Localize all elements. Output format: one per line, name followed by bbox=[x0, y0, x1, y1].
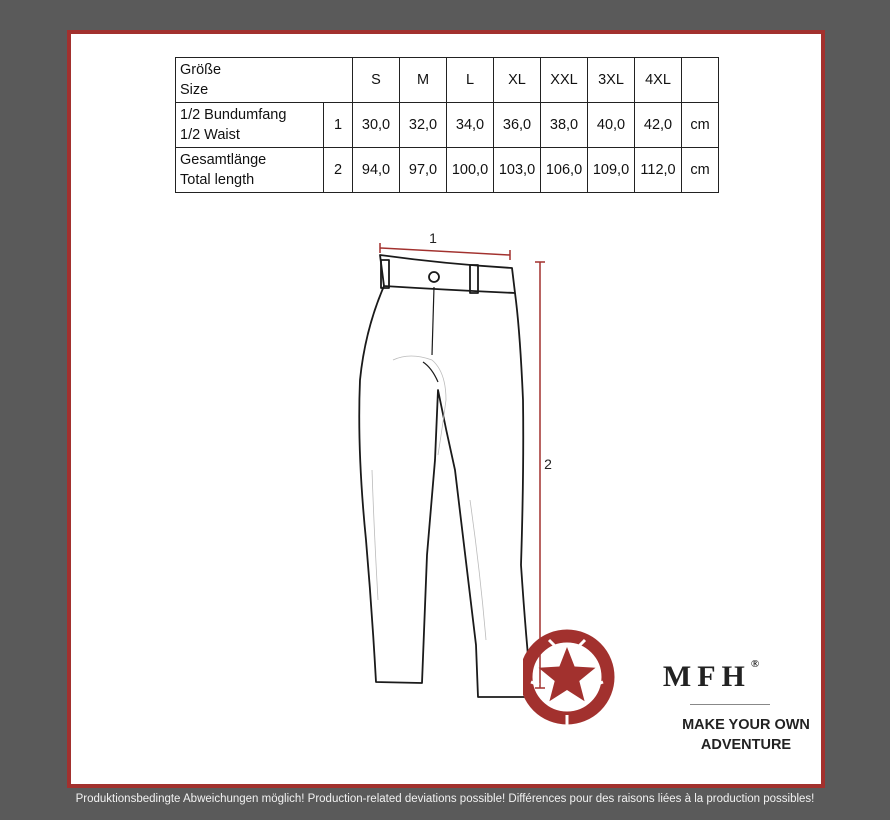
table-cell: 106,0 bbox=[541, 148, 588, 193]
table-cell: 36,0 bbox=[494, 103, 541, 148]
size-header-cell: M bbox=[400, 58, 447, 103]
table-cell: 38,0 bbox=[541, 103, 588, 148]
size-header-cell: 4XL bbox=[635, 58, 682, 103]
table-cell: 34,0 bbox=[447, 103, 494, 148]
row-marker: 1 bbox=[324, 103, 353, 148]
brand-divider bbox=[690, 704, 770, 705]
brand-name: MFH® bbox=[662, 658, 760, 693]
star-emblem-icon bbox=[526, 636, 608, 725]
size-header-cell: XL bbox=[494, 58, 541, 103]
table-cell: 32,0 bbox=[400, 103, 447, 148]
table-cell: 94,0 bbox=[353, 148, 400, 193]
table-cell: 30,0 bbox=[353, 103, 400, 148]
table-cell: 100,0 bbox=[447, 148, 494, 193]
table-cell: 42,0 bbox=[635, 103, 682, 148]
unit-cell: cm bbox=[682, 148, 719, 193]
size-header-cell: XXL bbox=[541, 58, 588, 103]
brand-slogan: MAKE YOUR OWN ADVENTURE bbox=[682, 717, 810, 753]
registered-mark: ® bbox=[750, 658, 760, 670]
row-label: 1/2 Bundumfang 1/2 Waist bbox=[176, 103, 324, 148]
size-header-cell: S bbox=[353, 58, 400, 103]
size-header-cell: 3XL bbox=[588, 58, 635, 103]
length-dimension-line bbox=[535, 262, 545, 688]
size-header-label: Größe Size bbox=[176, 58, 353, 103]
table-cell: 103,0 bbox=[494, 148, 541, 193]
size-header-cell: L bbox=[447, 58, 494, 103]
waist-marker-label: 1 bbox=[429, 230, 437, 246]
table-cell: 97,0 bbox=[400, 148, 447, 193]
table-cell: 112,0 bbox=[635, 148, 682, 193]
table-cell: 109,0 bbox=[588, 148, 635, 193]
pants-detail-lines bbox=[372, 356, 486, 640]
unit-cell: cm bbox=[682, 103, 719, 148]
length-marker-label: 2 bbox=[544, 456, 552, 472]
table-cell: 40,0 bbox=[588, 103, 635, 148]
footer-disclaimer: Produktionsbedingte Abweichungen möglich! Production-related deviations possible! Différences pour des raisons liées à la production possibles! bbox=[75, 793, 815, 805]
pants-outline bbox=[359, 255, 532, 697]
row-marker: 2 bbox=[324, 148, 353, 193]
row-label: Gesamtlänge Total length bbox=[176, 148, 324, 193]
